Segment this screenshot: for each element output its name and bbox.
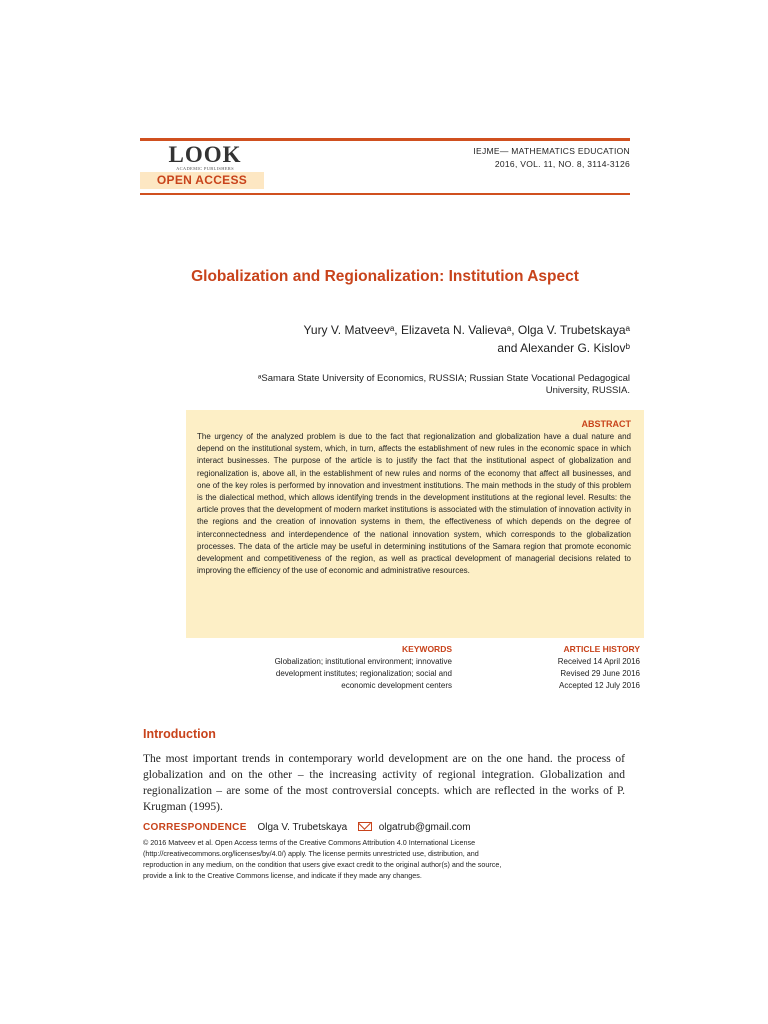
keywords-line-3: economic development centers <box>341 681 452 690</box>
logo-subtitle: ACADEMIC PUBLISHERS <box>176 166 234 171</box>
header-bottom-rule <box>140 193 630 195</box>
authors-line-1: Yury V. Matveevᵃ, Elizaveta N. Valievaᵃ, Olga V. Trubetskayaᵃ <box>303 323 630 337</box>
keywords-line-2: development institutes; regionalization; social and <box>275 669 452 678</box>
header-top-rule <box>140 138 630 141</box>
introduction-heading: Introduction <box>143 727 216 741</box>
article-history <box>490 656 640 692</box>
introduction-text: The most important trends in contemporary world development are on the one hand. the process of globalization and on the other – the increasing activity of regional integration. Globalization and regionalization – are some of the most controversial concepts. which are reflected in the works of P. Krugman (1995). <box>143 753 625 813</box>
publisher-logo <box>165 144 245 172</box>
keywords-line-1: Globalization; institutional environment; innovative <box>274 657 452 666</box>
abstract-heading: ABSTRACT <box>581 419 631 429</box>
journal-info <box>473 145 630 171</box>
license-line-4: provide a link to the Creative Commons license, and indicate if they made any changes. <box>143 871 422 880</box>
open-access-badge: OPEN ACCESS <box>140 172 264 189</box>
correspondence-name: Olga V. Trubetskaya <box>257 822 348 833</box>
article-history-heading: ARTICLE HISTORY <box>563 644 640 654</box>
abstract-box <box>186 410 644 638</box>
keywords-list <box>197 656 452 692</box>
journal-name: IEJME— MATHEMATICS EDUCATION <box>473 146 630 156</box>
correspondence-line <box>143 822 471 833</box>
authors-line-2: and Alexander G. Kislovᵇ <box>497 341 630 355</box>
affiliations <box>170 373 630 397</box>
accepted-date: Accepted 12 July 2016 <box>559 681 640 690</box>
logo-wordmark: LOOK <box>168 142 242 167</box>
paper-title: Globalization and Regionalization: Institution Aspect <box>191 268 579 285</box>
abstract-text: The urgency of the analyzed problem is due to the fact that regionalization and globalization have a dual nature and depend on the institutional system, which, in turn, affects the establishment of new rules in the economic space in which interact businesses. The purpose of the article is to justify the fact that the institutional aspect of globalization and regionalization is, above all, in the establishment of new rules and norms of the economy that affect all businesses, and one of the key roles is performed by innovation and investment institutions. The main methods in the study of this problem is the dialectical method, which allows identifying trends in the development institutions at the regional level. Results: the article proves that the development of modern market institutions is associated with the stimulation of innovation activity in the regions and the creation of innovation systems in them, the effectiveness of which depends on the degree of interconnectedness and interdependence of the national innovation system, which corresponds to the globalization processes. The data of the article may be useful in determining institutions of the Samara region that promote economic development and competitiveness of the region, as well as practical development of managerial decisions related to improving the efficiency of the use of economic and administrative resources. <box>197 432 631 576</box>
license-line-3: reproduction in any medium, on the condition that users give exact credit to the original author(s) and the source, <box>143 860 502 869</box>
journal-volume: 2016, VOL. 11, NO. 8, 3114-3126 <box>494 159 630 169</box>
correspondence-email[interactable]: olgatrub@gmail.com <box>378 822 471 833</box>
correspondence-label: CORRESPONDENCE <box>143 822 247 833</box>
affiliation-line-1: ᵃSamara State University of Economics, RUSSIA; Russian State Vocational Pedagogical <box>257 373 630 384</box>
revised-date: Revised 29 June 2016 <box>560 669 640 678</box>
license-line-2[interactable]: (http://creativecommons.org/licenses/by/4.0/) apply. The license permits unrestricted use, distribution, and <box>143 849 479 858</box>
license-line-1: © 2016 Matveev et al. Open Access terms of the Creative Commons Attribution 4.0 International License <box>143 838 476 847</box>
keywords-heading: KEYWORDS <box>401 644 452 654</box>
license-notice <box>143 837 629 881</box>
envelope-icon <box>358 822 372 831</box>
author-list <box>150 321 630 357</box>
received-date: Received 14 April 2016 <box>557 657 640 666</box>
affiliation-line-2: University, RUSSIA. <box>545 385 630 396</box>
